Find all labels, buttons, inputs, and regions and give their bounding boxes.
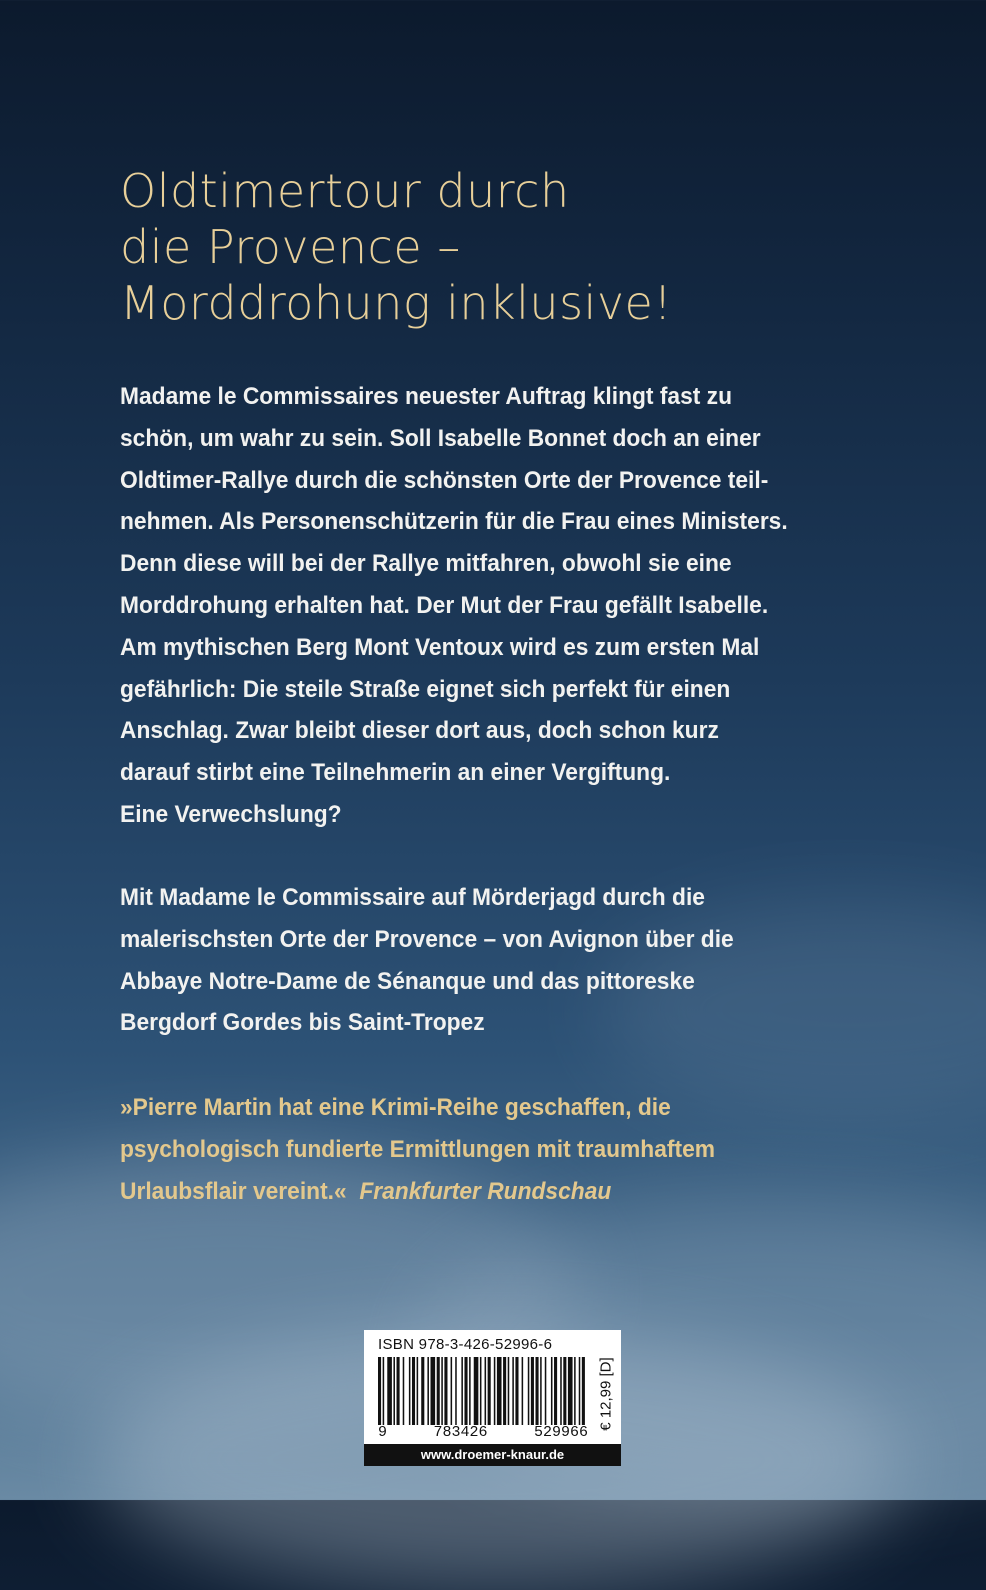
barcode-bar [461, 1357, 463, 1425]
barcode-bar [393, 1357, 395, 1425]
barcode-bar [574, 1357, 576, 1425]
barcode-bar [497, 1357, 502, 1425]
barcode-bar [545, 1357, 547, 1425]
barcode-bar [536, 1357, 539, 1425]
barcode-bar [551, 1357, 553, 1425]
teaser-line: malerischsten Orte der Provence – von Avignon über die [120, 925, 734, 953]
barcode-bar [512, 1357, 514, 1425]
barcode-bar [464, 1357, 467, 1425]
barcode-bar [508, 1357, 510, 1425]
barcode-bar [417, 1357, 419, 1425]
barcode-bar [528, 1357, 530, 1425]
quote-text: Urlaubsflair vereint.« [120, 1177, 347, 1205]
barcode-bar [522, 1357, 524, 1425]
press-quote [120, 1087, 827, 1212]
barcode-bar [403, 1357, 405, 1425]
quote-line: psychologisch fundierte Ermittlungen mit traumhaftem [120, 1135, 716, 1163]
publisher-url: www.droemer-knaur.de [364, 1444, 621, 1466]
blurb-line: gefährlich: Die steile Straße eignet sich perfekt für einen [120, 675, 731, 703]
barcode-bar [480, 1357, 482, 1425]
blurb-line: Morddrohung erhalten hat. Der Mut der Frau gefällt Isabelle. [120, 591, 769, 619]
quote-source: Frankfurter Rundschau [359, 1177, 612, 1205]
teaser-line: Bergdorf Gordes bis Saint-Tropez [120, 1009, 485, 1037]
barcode-bar [451, 1357, 453, 1425]
barcode-bar [469, 1357, 471, 1425]
barcode-bar [437, 1357, 440, 1425]
barcode-bar [485, 1357, 487, 1425]
blurb-line: Eine Verwechslung? [120, 800, 342, 828]
barcode-bar [387, 1357, 392, 1425]
price-text: € 12,99 [D] [597, 1357, 615, 1431]
ean-digits [378, 1424, 588, 1441]
barcode-bar [531, 1357, 534, 1425]
ean-digit-group: 783426 [433, 1424, 488, 1441]
blurb-line: nehmen. Als Personenschützerin für die Frau eines Ministers. [120, 508, 788, 536]
barcode-box [364, 1330, 621, 1466]
blurb-line: Denn diese will bei der Rallye mitfahren, obwohl sie eine [120, 550, 732, 578]
headline-line: die Provence – [120, 220, 461, 274]
barcode-bar [494, 1357, 496, 1425]
teaser-line: Abbaye Notre-Dame de Sénanque und das pittoreske [120, 967, 695, 995]
barcode-bar [560, 1357, 562, 1425]
barcode-bar [397, 1357, 400, 1425]
blurb-line: Oldtimer-Rallye durch die schönsten Orte der Provence teil- [120, 466, 769, 494]
barcode-bar [582, 1357, 585, 1425]
barcode-bar [378, 1357, 381, 1425]
blurb-line: Madame le Commissaires neuester Auftrag klingt fast zu [120, 383, 732, 410]
barcode-bar [431, 1357, 436, 1425]
blurb-paragraph [120, 376, 827, 836]
barcode-bar [412, 1357, 415, 1425]
ean-digit-group: 9 [378, 1424, 388, 1441]
barcode-bar [488, 1357, 491, 1425]
barcode-bar [455, 1357, 457, 1425]
blurb-line: Am mythischen Berg Mont Ventoux wird es zum ersten Mal [120, 633, 760, 661]
barcode-bar [503, 1357, 506, 1425]
ean-digit-group: 529966 [533, 1424, 588, 1441]
barcode-bar [421, 1357, 424, 1425]
barcode-bar [579, 1357, 581, 1425]
quote-line: »Pierre Martin hat eine Krimi-Reihe geschaffen, die [120, 1094, 671, 1121]
barcode-bar [540, 1357, 542, 1425]
blurb-line: schön, um wahr zu sein. Soll Isabelle Bonnet doch an einer [120, 424, 761, 452]
blurb-line: Anschlag. Zwar bleibt dieser dort aus, doch schon kurz [120, 717, 719, 745]
headline-line: Morddrohung inklusive! [120, 276, 673, 330]
headline-line: Oldtimertour durch [120, 164, 570, 218]
blurb-line: darauf stirbt eine Teilnehmerin an einer Vergiftung. [120, 759, 671, 787]
barcode-bar [383, 1357, 385, 1425]
price-label [597, 1338, 615, 1450]
barcode-bar [441, 1357, 443, 1425]
barcode-bar [427, 1357, 429, 1425]
barcode-bars [378, 1357, 588, 1425]
barcode-bar [409, 1357, 411, 1425]
back-cover-headline [120, 163, 672, 331]
barcode-bar [554, 1357, 557, 1425]
quote-line-last [120, 1171, 827, 1213]
barcode-bar [474, 1357, 479, 1425]
barcode-bar [568, 1357, 573, 1425]
teaser-line: Mit Madame le Commissaire auf Mörderjagd durch die [120, 884, 705, 911]
barcode-bar [563, 1357, 566, 1425]
barcode-bar [444, 1357, 447, 1425]
barcode-bar [515, 1357, 518, 1425]
isbn-number: ISBN 978-3-426-52996-6 [378, 1336, 553, 1353]
teaser-paragraph [120, 877, 827, 1044]
